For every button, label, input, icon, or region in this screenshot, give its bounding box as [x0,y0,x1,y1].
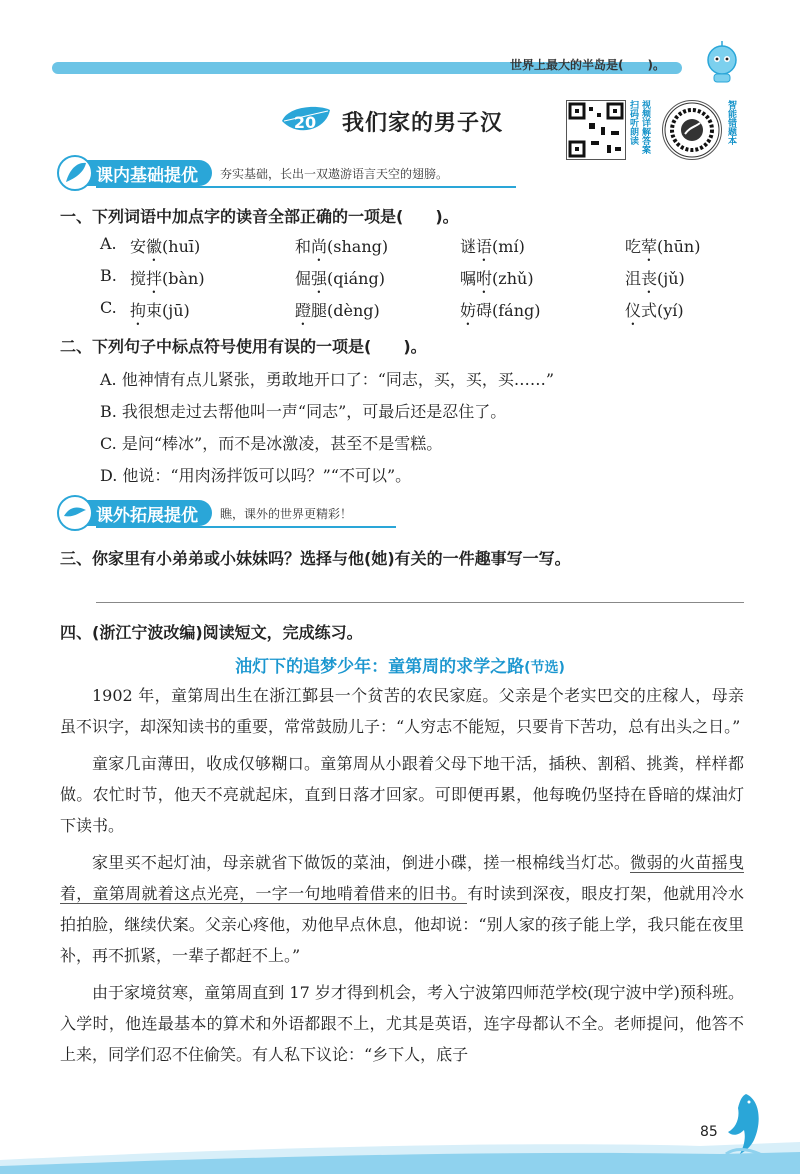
section-tag-basic [60,160,448,186]
section-tag-label: 课内基础提优 [96,165,198,186]
option-letter: A. [100,234,117,253]
lesson-title: 我们家的男子汉 [342,110,504,136]
page-number: 85 [700,1124,718,1140]
option-letter: C. [100,298,117,317]
passage-title [0,652,800,677]
answer-line[interactable] [96,602,744,603]
section-tag-extended [60,500,352,526]
option-item: 吃荤(hūn) [625,237,701,256]
qr-code-mistake-book-icon[interactable] [662,100,722,160]
option-item: 拘束(jū) [130,301,190,320]
paragraph-3-part1: 家里买不起灯油，母亲就省下做饭的菜油，倒进小碟，搓一根棉线当灯芯。 [92,853,631,872]
qr-panel [566,100,746,166]
question-2-stem: 二、下列句子中标点符号使用有误的一项是( )。 [60,337,427,356]
section-note: 瞧，课外的世界更精彩！ [220,506,353,521]
section-pill [60,160,212,186]
option-b[interactable]: B. 我很想走过去帮他叫一声“同志”，可最后还是忍住了。 [100,402,507,421]
qr-code-reading-icon[interactable] [566,100,626,160]
feather-icon [56,154,94,192]
section-underline [96,186,516,188]
passage-body [60,680,744,1070]
option-letter: B. [100,266,117,285]
question-2-options [100,364,554,492]
option-row-b[interactable] [100,266,790,298]
lesson-number: 20 [293,113,317,132]
section-tag-label: 课外拓展提优 [96,505,198,526]
option-item: 和尚(shang) [295,237,389,256]
option-a[interactable]: A. 他神情有点儿紧张，勇敢地开口了：“同志，买，买，买……” [100,370,555,389]
question-1-options [100,234,790,330]
lesson-heading [278,104,503,138]
passage-title-text: 油灯下的追梦少年：童第周的求学之路 [235,657,525,677]
question-4-stem: 四、(浙江宁波改编)阅读短文，完成练习。 [60,623,363,642]
option-item: 仪式(yí) [625,301,684,320]
paragraph-4: 由于家境贫寒，童第周直到 17 岁才得到机会，考入宁波第四师范学校(现宁波中学)预科班。入学时，他连最基本的算术和外语都跟不上，尤其是英语，连字母都认不全。老师提问，他答不上来，同学们忍不住偷笑。有人私下议论：“乡下人，底子 [60,983,744,1064]
option-item: 沮丧(jǔ) [625,269,685,288]
robot-mascot-icon [700,40,744,84]
qr2-caption: 智能错题本 [726,100,736,145]
footer-wave [0,1120,800,1174]
option-item: 倔强(qiáng) [295,269,385,288]
section-note: 夯实基础，长出一双遨游语言天空的翅膀。 [220,166,449,181]
option-item: 谜语(mí) [460,237,525,256]
section-pill [60,500,212,526]
dolphin-icon [716,1088,776,1158]
paragraph-2: 童家几亩薄田，收成仅够糊口。童第周从小跟着父母下地干活，插秧、割稻、挑粪，样样都做。农忙时节，他天不亮就起床，直到日落才回家。可即便再累，他每晚仍坚持在昏暗的煤油灯下读书。 [60,754,744,835]
underlined-sentence: 微弱的火苗摇曳着，童第周就着这点光亮，一字一句地啃着借来的旧书。 [60,853,744,903]
paragraph-3 [60,847,744,971]
option-row-a[interactable] [100,234,790,266]
option-item: 妨碍(fáng) [460,301,541,320]
qr1-caption2: 视频详解答案 [640,100,650,154]
passage-title-note: (节选) [524,660,565,676]
option-item: 嘱咐(zhǔ) [460,269,534,288]
bird-icon [56,494,94,532]
option-c[interactable]: C. 是问“棒冰”，而不是冰激凌，甚至不是雪糕。 [100,434,443,453]
option-item: 搅拌(bàn) [130,269,205,288]
option-item: 安徽(huī) [130,237,201,256]
trivia-question: 世界上最大的半岛是( )。 [510,58,665,72]
question-1-stem: 一、下列词语中加点字的读音全部正确的一项是( )。 [60,207,459,226]
option-row-c[interactable] [100,298,790,330]
leaf-badge-icon [278,104,332,138]
qr1-caption: 扫码听朗读 [628,100,638,145]
option-d[interactable]: D. 他说：“用肉汤拌饭可以吗？”“不可以”。 [100,466,412,485]
paragraph-3-part2: 有时读到深夜，眼皮打架，他就用冷水拍拍脸，继续伏案。父亲心疼他，劝他早点休息，他却说：“别人家的孩子能上学，我只能在夜里补，再不抓紧，一辈子都赶不上。” [60,884,744,965]
section-underline [96,526,396,528]
question-3-stem: 三、你家里有小弟弟或小妹妹吗？选择与他(她)有关的一件趣事写一写。 [60,549,571,568]
paragraph-1: 1902 年，童第周出生在浙江鄞县一个贫苦的农民家庭。父亲是个老实巴交的庄稼人，母亲虽不识字，却深知读书的重要，常常鼓励儿子：“人穷志不能短，只要肯下苦功，总有出头之日。” [60,686,744,736]
option-item: 蹬腿(dèng) [295,301,380,320]
